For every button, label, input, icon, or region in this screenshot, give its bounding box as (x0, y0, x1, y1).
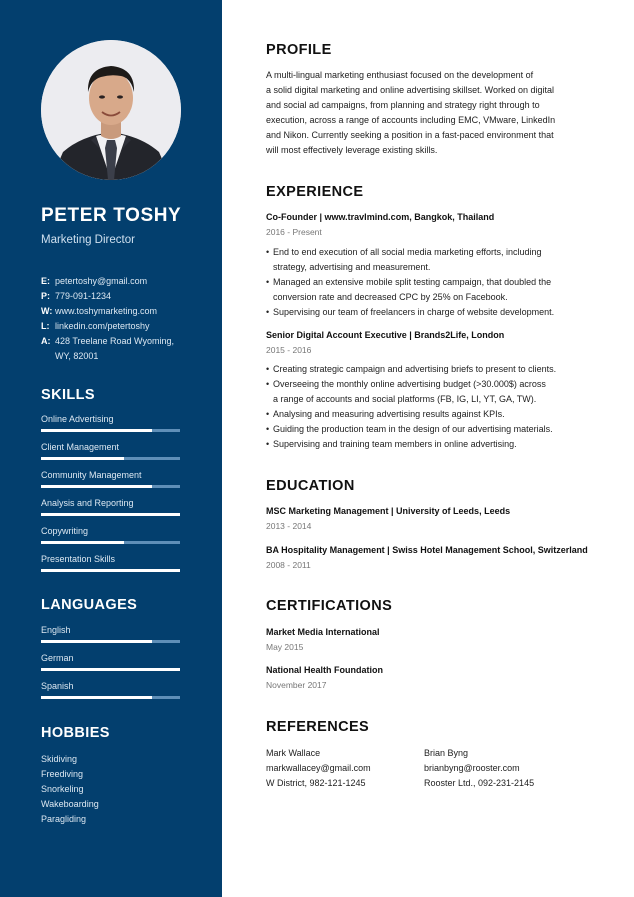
level-bar-item (41, 442, 180, 470)
bullet-line: Managed an extensive mobile split testing campaign, that doubled the (273, 277, 552, 287)
list-item: Freediving (41, 769, 84, 779)
job-date: 2015 - 2016 (266, 345, 312, 355)
contact-address (41, 334, 211, 364)
list-item: Wakeboarding (41, 799, 99, 809)
list-item (266, 305, 596, 320)
job-date: 2016 - Present (266, 227, 322, 237)
level-bar-track (41, 640, 180, 643)
level-bar-item (41, 681, 180, 709)
address-value (55, 334, 174, 364)
education-title: MSC Marketing Management | University of Leeds, Leeds (266, 506, 511, 516)
job-bullets (266, 362, 596, 452)
references-heading: REFERENCES (266, 719, 370, 735)
reference-card (266, 746, 371, 791)
person-name: PETER TOSHY (41, 205, 182, 226)
level-label: Community Management (41, 470, 142, 480)
bullet-line: Supervising our team of freelancers in charge of website development. (273, 307, 555, 317)
hobbies-list (41, 752, 99, 827)
contact-key: E: (41, 276, 50, 286)
level-bar-fill (41, 513, 180, 516)
level-bar-track (41, 541, 180, 544)
level-label: Analysis and Reporting (41, 498, 134, 508)
level-bar-fill (41, 696, 152, 699)
bullet-line: conversion rate and decreased CPC by 25% on Facebook. (273, 292, 508, 302)
list-item (266, 422, 596, 437)
contact-email (41, 274, 211, 289)
level-label: Presentation Skills (41, 554, 116, 564)
level-bar-track (41, 569, 180, 572)
level-label: Client Management (41, 442, 120, 452)
linkedin-value[interactable]: linkedin.com/petertoshy (55, 321, 150, 331)
list-item: Skidiving (41, 754, 78, 764)
level-bar-item (41, 526, 180, 554)
reference-info: Rooster Ltd., 092-231-2145 (424, 778, 535, 788)
list-item (266, 275, 596, 305)
level-label: English (41, 625, 71, 635)
reference-email[interactable]: markwallacey@gmail.com (266, 763, 371, 773)
certification-title: Market Media International (266, 627, 380, 637)
level-bar-fill (41, 457, 124, 460)
education-date: 2013 - 2014 (266, 521, 312, 531)
bullet-line: End to end execution of all social media marketing efforts, including (273, 247, 542, 257)
level-bar-track (41, 457, 180, 460)
profile-line: a solid digital marketing and online advertising skillset. Worked on digital (266, 85, 554, 95)
level-label: Copywriting (41, 526, 89, 536)
bullet-line: Overseeing the monthly online advertising budget (>30.000$) across (273, 379, 546, 389)
list-item (266, 407, 596, 422)
website-value[interactable]: www.toshymarketing.com (55, 306, 158, 316)
address-line-2: WY, 82001 (55, 351, 99, 361)
level-bar-fill (41, 668, 180, 671)
certifications-heading: CERTIFICATIONS (266, 598, 393, 614)
level-bar-track (41, 429, 180, 432)
contact-website (41, 304, 211, 319)
bullet-line: strategy, advertising and measurement. (273, 262, 431, 272)
level-bar-track (41, 696, 180, 699)
profile-line: and social ad campaigns, from planning and strategy right through to (266, 100, 540, 110)
bullet-line: a range of accounts and social platforms (FB, IG, LI, YT, GA, TW). (273, 394, 537, 404)
reference-card (424, 746, 534, 791)
reference-email[interactable]: brianbyng@rooster.com (424, 763, 520, 773)
profile-line: A multi-lingual marketing enthusiast focused on the development of (266, 70, 534, 80)
level-bar-item (41, 498, 180, 526)
contact-list (41, 274, 211, 364)
reference-info: W District, 982-121-1245 (266, 778, 366, 788)
level-bar-track (41, 668, 180, 671)
level-bar-item (41, 554, 180, 582)
certification-date: November 2017 (266, 680, 327, 690)
job-title: Senior Digital Account Executive | Brands2Life, London (266, 330, 505, 340)
profile-photo (41, 40, 181, 180)
level-bar-fill (41, 429, 152, 432)
list-item (266, 362, 596, 377)
education-heading: EDUCATION (266, 478, 355, 494)
portrait-icon (41, 40, 181, 180)
profile-line: will most effectively leverage existing skills. (266, 145, 438, 155)
list-item: Paragliding (41, 814, 87, 824)
level-label: Online Advertising (41, 414, 114, 424)
certification-title: National Health Foundation (266, 665, 383, 675)
reference-name: Brian Byng (424, 748, 469, 758)
phone-value: 779-091-1234 (55, 291, 112, 301)
job-bullets (266, 245, 596, 320)
bullet-line: Supervising and training team members in online advertising. (273, 439, 517, 449)
job-title: Co-Founder | www.travlmind.com, Bangkok, Thailand (266, 212, 495, 222)
level-bar-item (41, 653, 180, 681)
level-bar-track (41, 513, 180, 516)
level-label: Spanish (41, 681, 74, 691)
level-bar-fill (41, 569, 180, 572)
list-item (266, 377, 596, 407)
level-bar-item (41, 625, 180, 653)
level-bar-item (41, 414, 180, 442)
skills-list (41, 414, 180, 582)
education-title: BA Hospitality Management | Swiss Hotel Management School, Switzerland (266, 545, 588, 555)
contact-phone (41, 289, 211, 304)
level-bar-track (41, 485, 180, 488)
reference-name: Mark Wallace (266, 748, 321, 758)
skills-heading: SKILLS (41, 387, 95, 403)
contact-linkedin (41, 319, 211, 334)
profile-line: and Nikon. Currently seeking a position in a fast-paced environment that (266, 130, 554, 140)
bullet-line: Guiding the production team in the design of our advertising materials. (273, 424, 553, 434)
list-item (266, 245, 596, 275)
hobbies-heading: HOBBIES (41, 725, 110, 741)
contact-key: A: (41, 336, 51, 346)
level-bar-fill (41, 640, 152, 643)
sidebar (0, 0, 222, 897)
experience-heading: EXPERIENCE (266, 184, 364, 200)
contact-key: W: (41, 306, 53, 316)
profile-text (266, 68, 588, 158)
person-role: Marketing Director (41, 234, 135, 246)
contact-key: P: (41, 291, 50, 301)
level-bar-fill (41, 485, 152, 488)
list-item (266, 437, 596, 452)
email-value[interactable]: petertoshy@gmail.com (55, 276, 148, 286)
profile-line: execution, across a range of accounts including EMC, VMware, LinkedIn (266, 115, 556, 125)
list-item: Snorkeling (41, 784, 84, 794)
address-line-1: 428 Treelane Road Wyoming, (55, 336, 174, 346)
certification-date: May 2015 (266, 642, 304, 652)
contact-key: L: (41, 321, 50, 331)
profile-heading: PROFILE (266, 42, 332, 58)
bullet-line: Analysing and measuring advertising results against KPIs. (273, 409, 505, 419)
bullet-line: Creating strategic campaign and advertising briefs to present to clients. (273, 364, 557, 374)
languages-list (41, 625, 180, 709)
education-date: 2008 - 2011 (266, 560, 311, 570)
languages-heading: LANGUAGES (41, 597, 138, 613)
level-bar-fill (41, 541, 124, 544)
level-label: German (41, 653, 74, 663)
level-bar-item (41, 470, 180, 498)
